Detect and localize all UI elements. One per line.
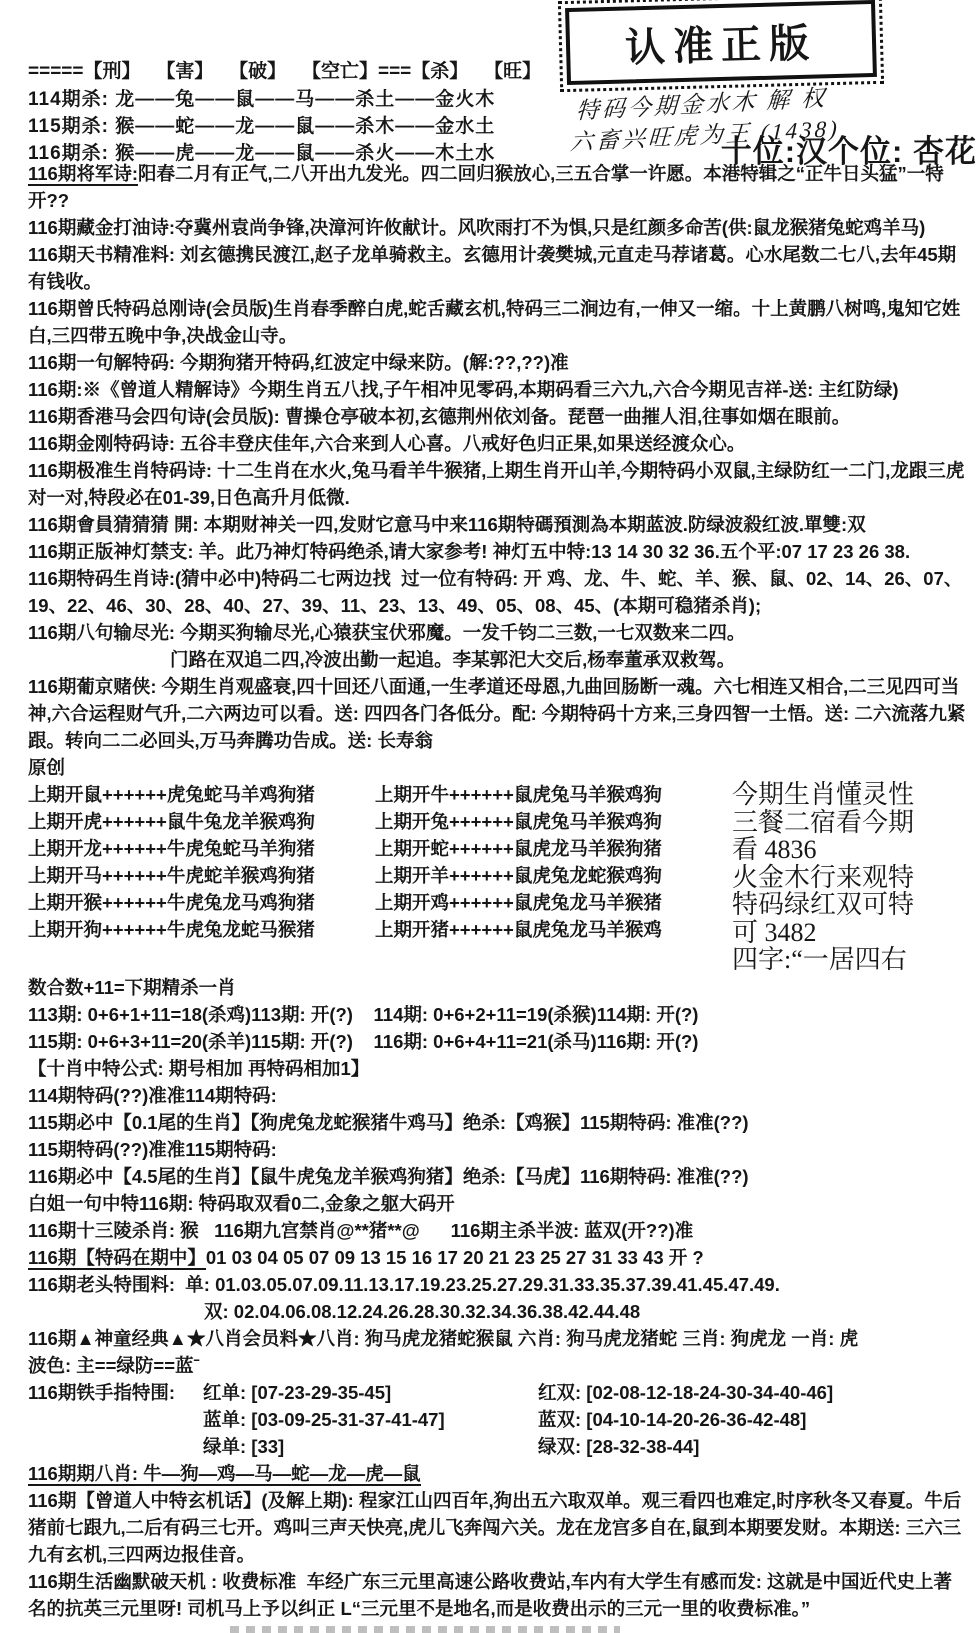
iron-finger-row-red [0, 1379, 977, 1406]
formula-114-special: 114期特码(??)准准114期特码: [28, 1084, 277, 1106]
eight-zodiac-line: 116期期八肖: 牛—狗—鸡—马—蛇—龙—虎—鼠 [28, 1462, 421, 1484]
in-period-prefix: 116期【特码在期中】 [28, 1246, 206, 1268]
prev-open-row: 上期开鼠++++++虎兔蛇马羊鸡狗猪 [28, 784, 315, 805]
prev-open-row: 上期开猪++++++鼠虎兔龙马羊猴鸡 [375, 919, 662, 940]
iron-finger-blue-double: 蓝双: [04-10-14-20-26-36-42-48] [538, 1408, 807, 1430]
right-margin-notes [732, 781, 977, 974]
formula-115-must-hit: 115期必中【0.1尾的生肖】【狗虎兔龙蛇猴猪牛鸡马】绝杀:【鸡猴】115期特码: 准准(??) [28, 1111, 749, 1133]
formula-ten-zodiac: 【十肖中特公式: 期号相加 再特码相加1】 [28, 1057, 370, 1079]
poem-line-jizhun: 116期极准生肖特码诗: 十二生肖在水火,兔马看羊牛猴猪,上期生肖开山羊,今期特码小双鼠,主绿防红一二门,龙跟三虎对一对,特段必在01-39,日色高升月低微. [28, 460, 965, 508]
iron-finger-label: 116期铁手指特围: [28, 1381, 176, 1403]
previous-open-section [0, 781, 977, 974]
life-humor-line: 116期生活幽默破天机 : 收费标准 车经广东三元里高速公路收费站,车内有大学生有感而发: 这就是中国近代史上著名的抗英三元里呀! 司机马上予以纠正 L“三元里不是地名,而是收费出示的三元一里的收费标准。” [28, 1570, 953, 1619]
prev-open-row: 上期开羊++++++鼠虎兔龙蛇猴鸡狗 [375, 865, 662, 886]
poem-line-shujinguang-2: 门路在双追二四,冷波出勤一起追。李某郭汜大交后,杨奉董承双救驾。 [170, 649, 736, 670]
prev-open-row: 上期开狗++++++牛虎兔龙蛇马猴猪 [28, 919, 315, 940]
handwritten-note-1: 特码今期金水木 解 权 [575, 85, 828, 124]
formula-115-special: 115期特码(??)准准115期特码: [28, 1138, 277, 1160]
poem-line-pujing: 116期葡京赌侠: 今期生肖观盛衰,四十回还八面通,一生孝道还母恩,九曲回肠断一魂。六七相连又相合,二三见四可当神,六合运程财气升,二六两边可以看。送: 四四各门各低分。配: 今期特码十方来,三身四智一土悟。送: 二六流落九紧跟。转向二二必回头,万马奔腾功告成。送: 长寿翁 [28, 676, 966, 751]
handwritten-note-2: 六畜兴旺虎为王 (1438) [569, 115, 841, 156]
formula-113-114: 113期: 0+6+1+11=18(杀鸡)113期: 开(?) 114期: 0+6+2+11=19(杀猴)114期: 开(?) [28, 1003, 699, 1025]
old-head-even-numbers: 双: 02.04.06.08.12.24.26.28.30.32.34.36.38.42.44.48 [204, 1300, 641, 1322]
sidebar-line: 火金木行来观特 [732, 862, 915, 892]
iron-finger-green-double: 绿双: [28-32-38-44] [538, 1435, 700, 1457]
prev-open-row: 上期开马++++++牛虎蛇羊猴鸡狗猪 [28, 865, 315, 886]
kill-table-row-114: 114期杀: 龙——兔——鼠——马——杀土——金火木 [28, 89, 496, 110]
poem-line-shujinguang: 116期八句输尽光: 今期买狗输尽光,心猿获宝伏邪魔。一发千钧二三数,一七双数来二四。 [28, 622, 746, 643]
kill-table-header: =====【刑】 【害】 【破】 【空亡】===【杀】 【旺】 [28, 61, 542, 82]
sidebar-line: 今期生肖懂灵性 [732, 780, 915, 809]
poem-line-shengxiaoshi: 116期特码生肖诗:(猜中必中)特码二七两边找 过一位有特码: 开 鸡、龙、牛、蛇、羊、猴、鼠、02、14、26、07、19、22、46、30、28、40、27、39、11、23、13、49、05、08、45、(本期可稳猪杀肖); [28, 568, 963, 616]
poem-line-jingjie: 116期:※《曾道人精解诗》今期生肖五八找,子午相冲见零码,本期码看三六九,六合今期见吉祥-送: 主红防绿) [28, 379, 899, 400]
formula-baijie: 白姐一句中特116期: 特码取双看0二,金象之躯大码开 [28, 1192, 455, 1214]
iron-finger-spacer [28, 1406, 203, 1433]
in-period-numbers: 116期【特码在期中】01 03 04 05 07 09 13 15 16 17 20 21 23 25 27 31 33 43 开 ? [28, 1246, 704, 1268]
old-head-odd-numbers: 116期老头特围料: 单: 01.03.05.07.09.11.13.17.19.23.25.27.29.31.33.35.37.39.41.45.47.49. [28, 1273, 780, 1295]
position-note-overlay: 十位:汉个位: 杏花 [720, 134, 977, 169]
iron-finger-red-single: 红单: [07-23-29-35-45] [203, 1381, 392, 1403]
zengdaoren-mystery-line: 116期【曾道人中特玄机话】(及解上期): 程家江山四百年,狗出五六取双单。观三看四也难定,时序秋冬又春夏。牛后猪前七跟九,二后有码三七开。鸡叫三声天快亮,虎儿飞奔闯六关。龙在龙宫多自在,鼠到本期要发财。本期送: 三六三九有玄机,三四两边报佳音。 [28, 1489, 962, 1565]
sidebar-line: 可 3482 [732, 917, 817, 947]
top-section [0, 0, 977, 169]
wave-color-line: 波色: 主==绿防==蓝ˉ [28, 1354, 200, 1376]
poem-line-jingang: 116期金刚特码诗: 五谷丰登庆佳年,六合来到人心喜。八戒好色归正果,如果送经渡众心。 [28, 433, 746, 454]
shentong-zodiac-picks: 116期▲神童经典▲★八肖会员料★八肖: 狗马虎龙猪蛇猴鼠 六肖: 狗马虎龙猪蛇 三肖: 狗虎龙 一肖: 虎 [28, 1327, 859, 1349]
poem-line-sijushi: 116期香港马会四句诗(会员版): 曹操仓亭破本初,玄德荆州依刘备。琵琶一曲摧人泪,往事如烟在眼前。 [28, 406, 851, 427]
prev-open-row: 上期开鸡++++++鼠虎兔龙马羊猴猪 [375, 892, 662, 913]
iron-finger-green-single: 绿单: [33] [203, 1435, 285, 1457]
prev-open-row: 上期开兔++++++鼠虎兔马羊猴鸡狗 [375, 811, 662, 832]
poem-line-zengshi: 116期曾氏特码总刚诗(会员版)生肖春季醉白虎,蛇舌藏玄机,特码三二涧边有,一伸又一缩。十上黄鹏八树鸣,鬼知它姓白,三四带五晚中争,决战金山寺。 [28, 298, 961, 346]
authenticity-seal: 认准正版 [565, 0, 877, 85]
prev-open-row: 上期开蛇++++++鼠虎龙马羊猴狗猪 [375, 838, 662, 859]
original-label: 原创 [28, 757, 66, 778]
sidebar-line: 特码绿红双可特 [732, 890, 915, 919]
sidebar-line: 三餐二宿看今期 [732, 807, 915, 837]
formula-shisanling: 116期十三陵杀肖: 猴 116期九宫禁肖@**猪**@ 116期主杀半波: 蓝双(开??)准 [28, 1219, 694, 1241]
previous-open-grid [0, 781, 732, 943]
poem-line-tianshu: 116期天书精准料: 刘玄德携民渡江,赵子龙单骑救主。玄德用计袭樊城,元直走马荐诸葛。心水尾数二七八,去年45期有钱收。 [28, 244, 957, 292]
formula-116-must-hit: 116期必中【4.5尾的生肖】【鼠牛虎兔龙羊猴鸡狗猪】绝杀:【马虎】116期特码: 准准(??) [28, 1165, 749, 1187]
poem-line-cangjin: 116期藏金打油诗:夺冀州袁尚争锋,决漳河许攸献计。风吹雨打不为惧,只是红颜多命苦(供:鼠龙猴猪兔蛇鸡羊马) [28, 217, 926, 238]
kill-table-row-115: 115期杀: 猴——蛇——龙——鼠——杀木——金水土 [28, 116, 496, 137]
kill-table-row-116: 116期杀: 猴——虎——龙——鼠——杀火——木土水 [28, 143, 496, 164]
iron-finger-red-double: 红双: [02-08-12-18-24-30-34-40-46] [538, 1381, 834, 1403]
prev-open-row: 上期开龙++++++牛虎兔蛇马羊狗猪 [28, 838, 315, 859]
formula-115-116: 115期: 0+6+3+11=20(杀羊)115期: 开(?) 116期: 0+6+4+11=21(杀马)116期: 开(?) [28, 1030, 699, 1052]
poem-line-shendeng: 116期正版神灯禁支: 羊。此乃神灯特码绝杀,请大家参考! 神灯五中特:13 14 30 32 36.五个平:07 17 23 26 38. [28, 541, 911, 562]
poem-line-general-prefix: 116期将军诗: [28, 163, 139, 184]
poem-line-general: 116期将军诗:阳春二月有正气,二八开出九发光。四二回归猴放心,三五合掌一许愿。本港特辑之“正牛日头猛”一特开?? [28, 163, 944, 211]
prev-open-row: 上期开虎++++++鼠牛兔龙羊猴鸡狗 [28, 811, 315, 832]
iron-finger-spacer [28, 1433, 203, 1460]
poem-line-yiju: 116期一句解特码: 今期狗猪开特码,红波定中绿来防。(解:??,??)准 [28, 352, 569, 373]
cutoff-smudge [230, 1626, 620, 1633]
prev-open-row: 上期开牛++++++鼠虎兔马羊猴鸡狗 [375, 784, 662, 805]
iron-finger-row-blue [0, 1406, 977, 1433]
iron-finger-row-green [0, 1433, 977, 1460]
prev-open-row: 上期开猴++++++牛虎兔龙马鸡狗猪 [28, 892, 315, 913]
iron-finger-blue-single: 蓝单: [03-09-25-31-37-41-47] [203, 1408, 445, 1430]
sidebar-line: 看 4836 [732, 835, 817, 864]
poem-line-caicaicai: 116期會員猜猜猜 開: 本期财神关一四,发财它意马中来116期特碼預測為本期蓝波.防绿波殺红波.單雙:双 [28, 514, 866, 535]
sidebar-line: 四字:“一居四右 [732, 945, 907, 974]
formula-sum-rule: 数合数+11=下期精杀一肖 [28, 976, 236, 998]
